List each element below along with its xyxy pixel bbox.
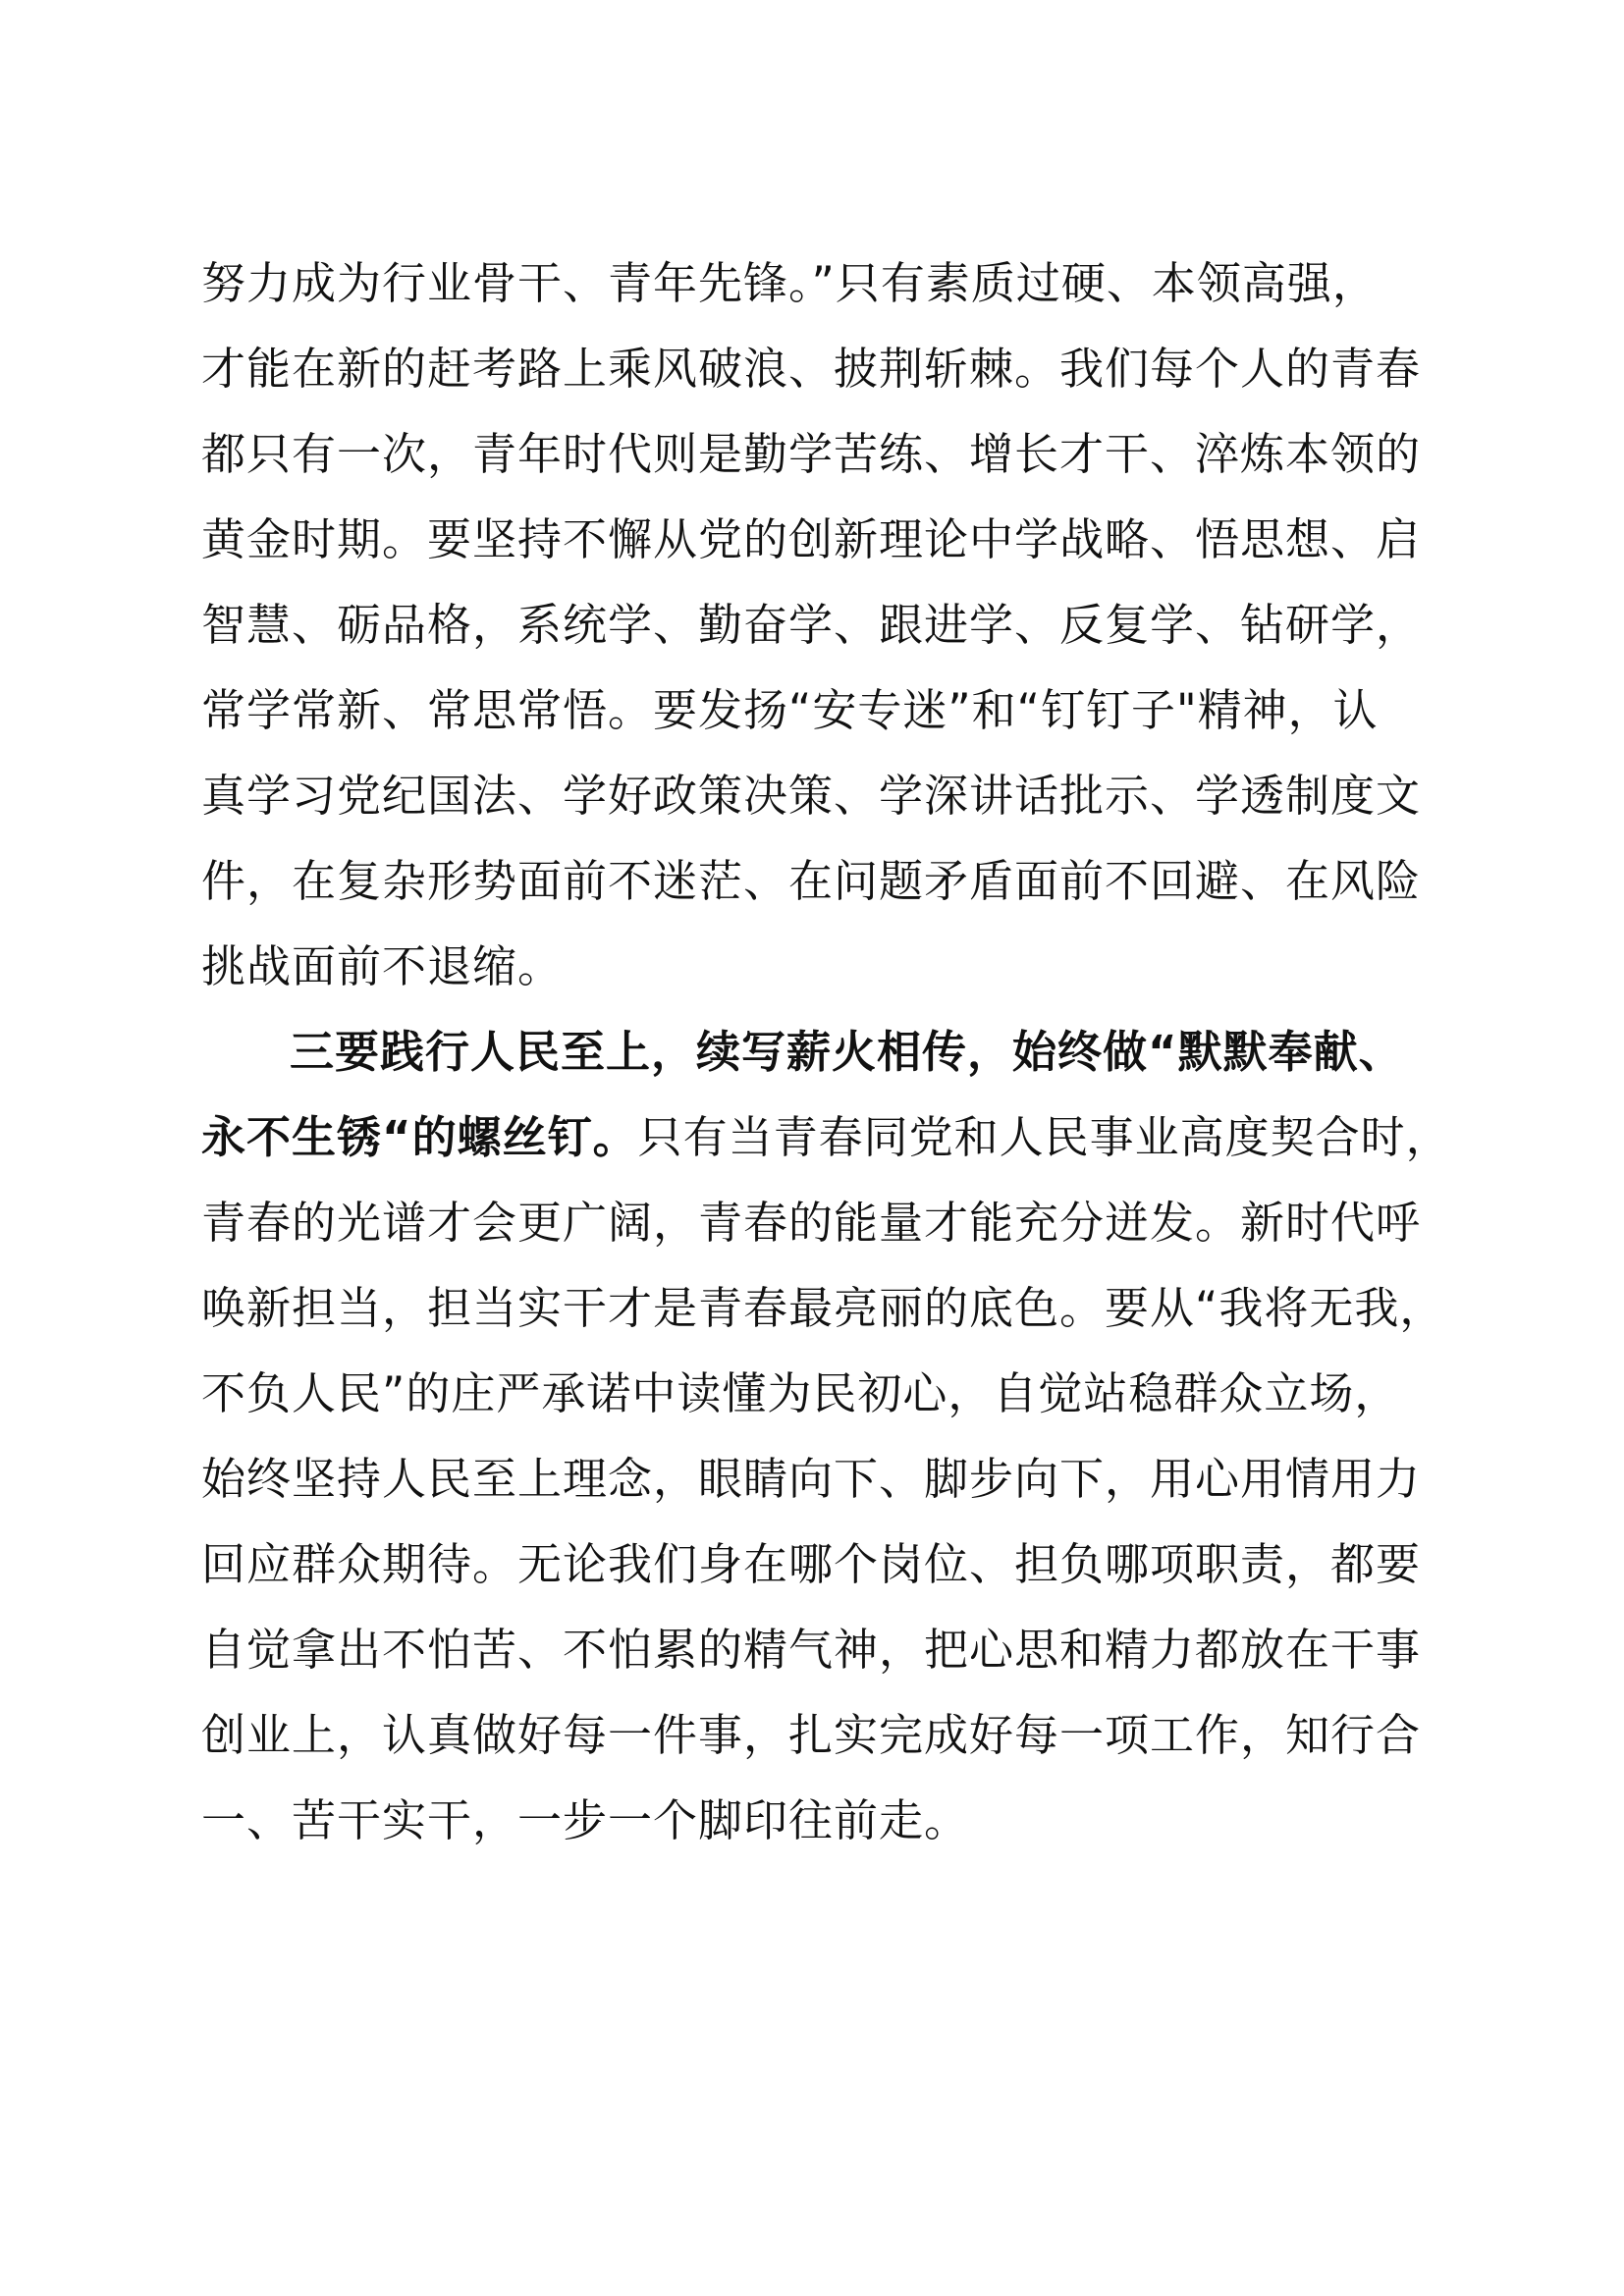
text-line: 真学习党纪国法、学好政策决策、学深讲话批示、学透制度文 <box>201 770 1422 822</box>
text-line: 唤新担当，担当实干才是青春最亮丽的底色。要从“我将无我， <box>201 1282 1445 1334</box>
text-line: 不负人民”的庄严承诺中读懂为民初心，自觉站稳群众立场， <box>201 1367 1400 1419</box>
text-line: 始终坚持人民至上理念，眼睛向下、脚步向下，用心用情用力 <box>201 1453 1422 1505</box>
text-segment: 只有当青春同党和人民事业高度契合时， <box>637 1111 1451 1163</box>
text-line: 件，在复杂形势面前不迷茫、在问题矛盾面前不回避、在风险 <box>201 855 1422 907</box>
text-line: 黄金时期。要坚持不懈从党的创新理论中学战略、悟思想、启 <box>201 513 1422 565</box>
paragraph-1 <box>201 240 1429 1009</box>
text-line: 青春的光谱才会更广阔，青春的能量才能充分迸发。新时代呼 <box>201 1197 1422 1249</box>
text-line: 常学常新、常思常悟。要发扬“安专迷”和“钉钉子"精神，认 <box>201 684 1379 736</box>
section-heading-line: 三要践行人民至上，续写薪火相传，始终做“默默奉献、 <box>290 1026 1404 1078</box>
text-line: 回应群众期待。无论我们身在哪个岗位、担负哪项职责，都要 <box>201 1538 1422 1590</box>
text-line: 一、苦干实干，一步一个脚印往前走。 <box>201 1794 970 1846</box>
text-line <box>201 1095 1451 1180</box>
text-line: 才能在新的赶考路上乘风破浪、披荆斩棘。我们每个人的青春 <box>201 343 1422 395</box>
text-line: 挑战面前不退缩。 <box>201 940 564 992</box>
text-line: 自觉拿出不怕苦、不怕累的精气神，把心思和精力都放在干事 <box>201 1624 1422 1676</box>
text-line: 智慧、砺品格，系统学、勤奋学、跟进学、反复学、钻研学， <box>201 599 1422 651</box>
text-line: 都只有一次，青年时代则是勤学苦练、增长才干、淬炼本领的 <box>201 428 1422 480</box>
document-body <box>201 240 1451 1863</box>
text-line: 创业上，认真做好每一件事，扎实完成好每一项工作，知行合 <box>201 1709 1422 1761</box>
text-line: 努力成为行业骨干、青年先锋。”只有素质过硬、本领高强， <box>201 257 1378 309</box>
paragraph-2 <box>201 1009 1451 1863</box>
section-heading-end: 永不生锈“的螺丝钉。 <box>201 1111 638 1163</box>
